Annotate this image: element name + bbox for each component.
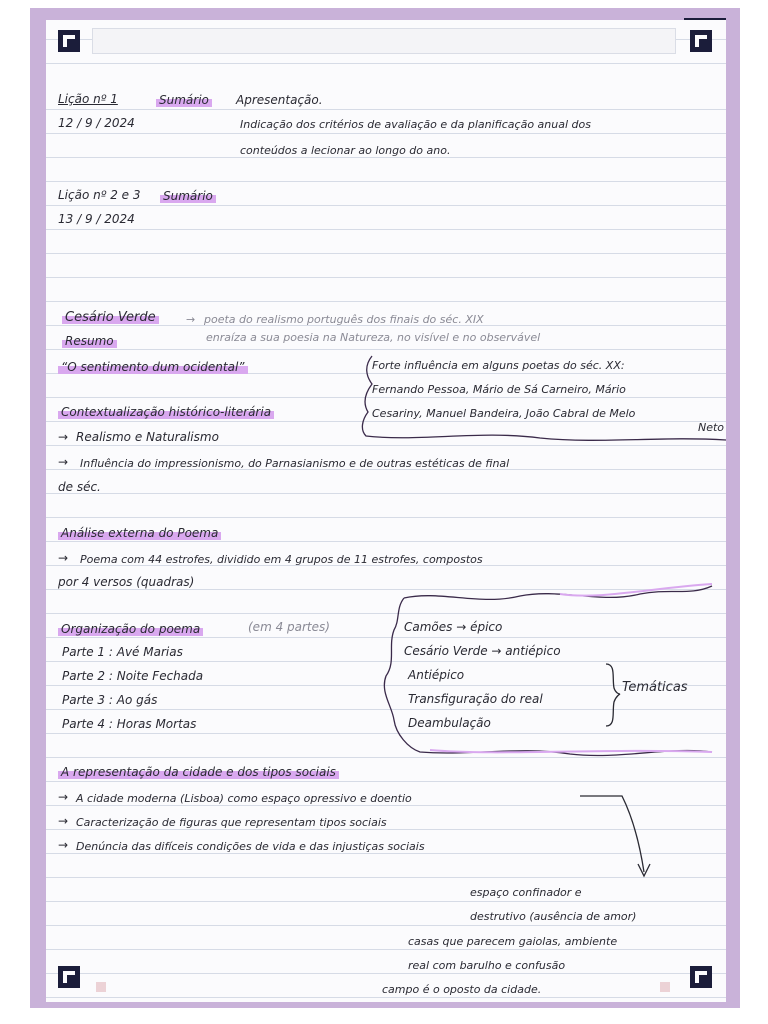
themes-label: Temáticas	[622, 680, 688, 695]
influence-line: Forte influência em alguns poetas do séc. XX:	[372, 359, 625, 372]
analysis-line: Poema com 44 estrofes, dividido em 4 grupos de 11 estrofes, compostos	[80, 553, 483, 566]
arrow-icon: →	[58, 814, 69, 828]
lesson-2-title: Lição nº 2 e 3	[58, 188, 141, 202]
themes-bracket	[384, 598, 712, 756]
poem-part: Parte 4 : Horas Mortas	[62, 717, 197, 731]
context-item: Realismo e Naturalismo	[76, 430, 219, 444]
analysis-line: por 4 versos (quadras)	[58, 575, 195, 589]
cesario-desc: poeta do realismo português dos finais do séc. XIX	[204, 313, 484, 326]
theme-item: Transfiguração do real	[408, 692, 543, 706]
poem-part: Parte 3 : Ao gás	[62, 693, 158, 707]
lesson-1-detail-line: conteúdos a lecionar ao longo do ano.	[240, 144, 451, 157]
representation-item: Denúncia das difíceis condições de vida e das injustiças sociais	[76, 840, 425, 853]
theme-item: Camões → épico	[404, 620, 503, 634]
influence-bracket	[362, 356, 726, 440]
arrow-icon: →	[186, 313, 196, 326]
arrow-icon: →	[58, 790, 69, 804]
resumo-text: enraíza a sua poesia na Natureza, no visível e no observável	[206, 331, 541, 344]
context-heading: Contextualização histórico-literária	[58, 405, 274, 420]
bottom-note-line: real com barulho e confusão	[408, 959, 566, 972]
context-item: Influência do impressionismo, do Parnasianismo e de outras estéticas de final	[80, 457, 510, 470]
representation-item: Caracterização de figuras que representam tipos sociais	[76, 816, 387, 829]
long-arrow-icon	[580, 796, 644, 872]
arrow-icon: →	[58, 551, 69, 565]
lesson-1-summary-label: Sumário	[156, 93, 212, 108]
representation-heading: A representação da cidade e dos tipos sociais	[58, 765, 339, 780]
context-item: de séc.	[58, 480, 101, 494]
representation-item: A cidade moderna (Lisboa) como espaço opressivo e doentio	[76, 792, 412, 805]
lesson-2-date: 13 / 9 / 2024	[58, 212, 135, 226]
poem-part: Parte 1 : Avé Marias	[62, 645, 183, 659]
themes-highlight	[430, 750, 712, 752]
bottom-note-line: campo é o oposto da cidade.	[382, 983, 542, 996]
themes-highlight	[560, 584, 712, 596]
theme-item: Cesário Verde → antiépico	[404, 644, 561, 658]
bottom-note-line: casas que parecem gaiolas, ambiente	[408, 935, 618, 948]
lesson-1-date: 12 / 9 / 2024	[58, 116, 135, 130]
theme-item: Deambulação	[408, 716, 491, 730]
resumo-label: Resumo	[62, 334, 117, 349]
organization-heading: Organização do poema	[58, 622, 203, 637]
poem-title: “O sentimento dum ocidental”	[58, 360, 248, 375]
bottom-note-line: espaço confinador e	[470, 886, 582, 899]
arrow-icon: →	[58, 430, 69, 444]
influence-line: Fernando Pessoa, Mário de Sá Carneiro, Mário	[372, 383, 626, 396]
poem-part: Parte 2 : Noite Fechada	[62, 669, 204, 683]
influence-line: Cesariny, Manuel Bandeira, João Cabral de Melo	[372, 407, 636, 420]
lesson-1-detail-line: Indicação dos critérios de avaliação e da planificação anual dos	[240, 118, 591, 131]
bottom-note-line: destrutivo (ausência de amor)	[470, 910, 637, 923]
influence-line: Neto	[698, 421, 725, 434]
analysis-heading: Análise externa do Poema	[58, 526, 221, 541]
lesson-1-summary-text: Apresentação.	[236, 93, 323, 107]
lesson-1-title: Lição nº 1	[58, 92, 118, 106]
themes-brace	[606, 664, 620, 726]
arrow-icon: →	[58, 838, 69, 852]
arrow-icon: →	[58, 455, 69, 469]
lesson-2-summary-label: Sumário	[160, 189, 216, 204]
organization-note: (em 4 partes)	[248, 620, 330, 634]
theme-item: Antiépico	[408, 668, 465, 682]
cesario-name: Cesário Verde	[62, 310, 159, 325]
